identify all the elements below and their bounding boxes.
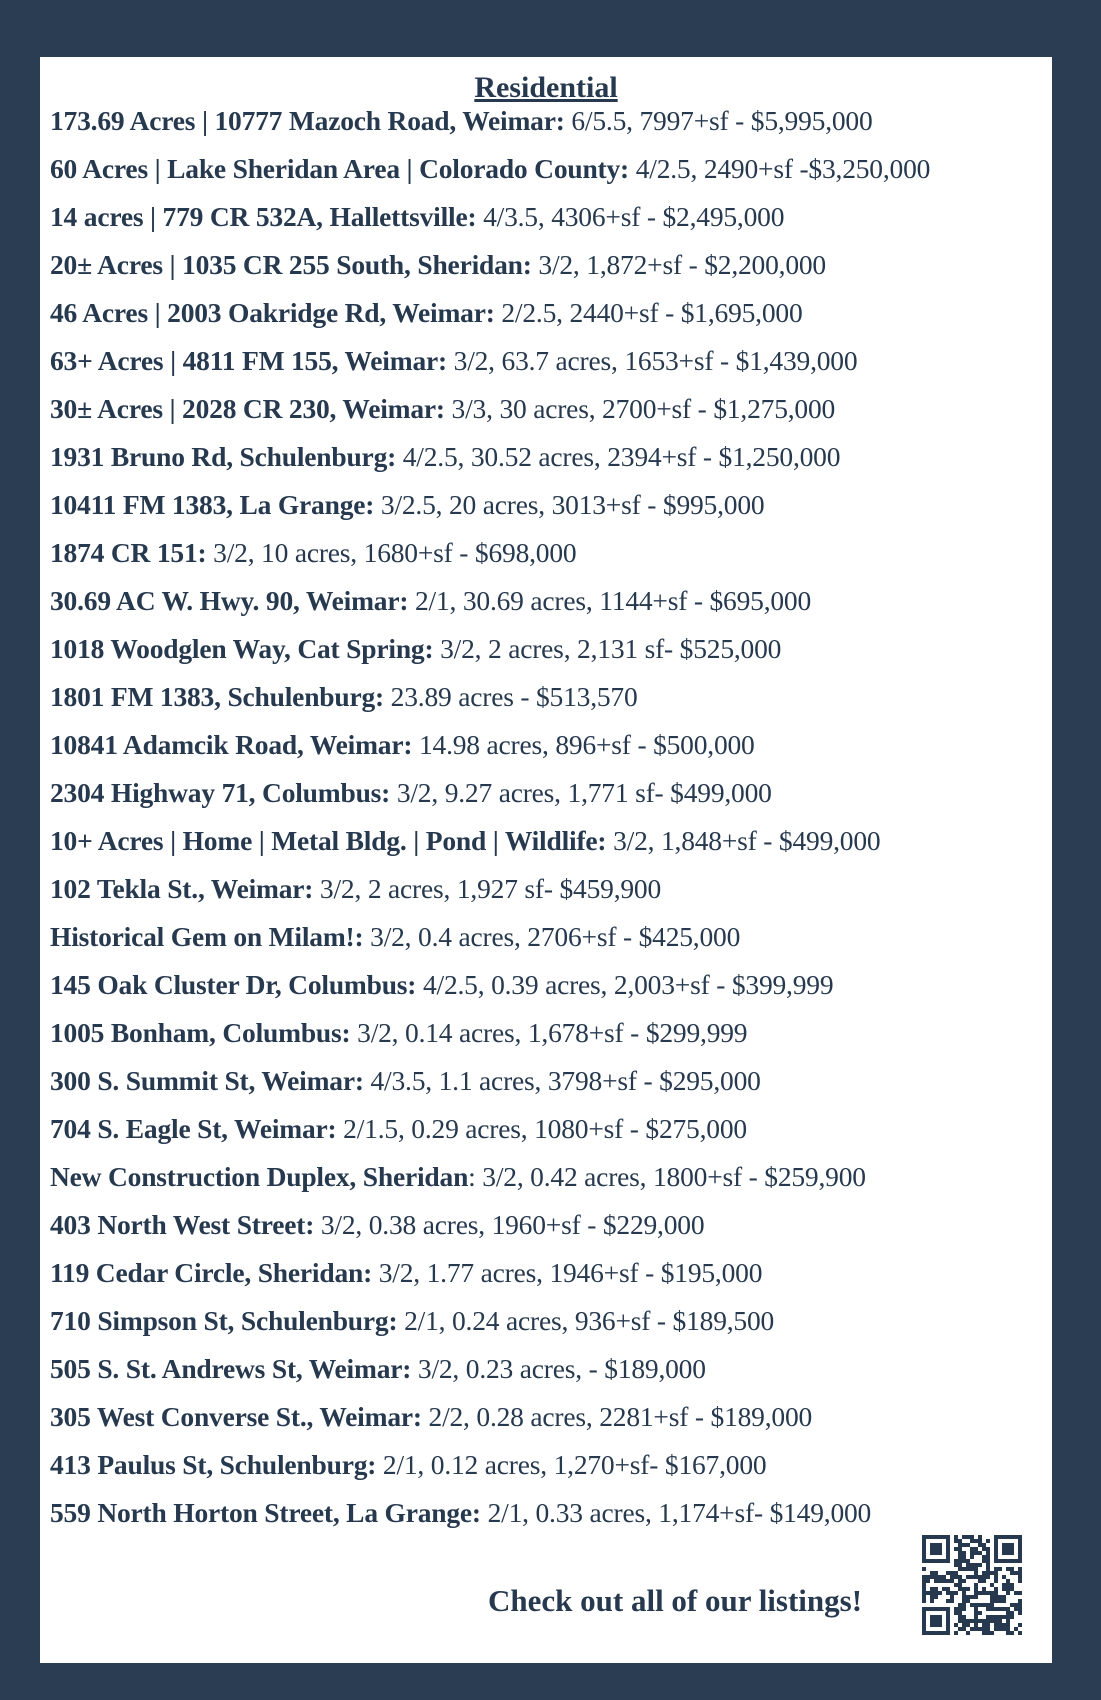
- listing-location: 63+ Acres | 4811 FM 155, Weimar:: [50, 345, 447, 376]
- listing-location: 119 Cedar Circle, Sheridan:: [50, 1257, 373, 1288]
- listing-location: 145 Oak Cluster Dr, Columbus:: [50, 969, 417, 1000]
- listing-item: [50, 577, 930, 625]
- listing-details: 2/1, 30.69 acres, 1144+sf - $695,000: [408, 585, 812, 616]
- listing-details: 6/5.5, 7997+sf - $5,995,000: [564, 105, 873, 136]
- listing-item: [50, 241, 930, 289]
- listing-location: 1874 CR 151:: [50, 537, 207, 568]
- listing-location: 1018 Woodglen Way, Cat Spring:: [50, 633, 434, 664]
- listing-details: 4/2.5, 0.39 acres, 2,003+sf - $399,999: [416, 969, 834, 1000]
- listing-details: 4/3.5, 1.1 acres, 3798+sf - $295,000: [363, 1065, 761, 1096]
- listing-location: 30± Acres | 2028 CR 230, Weimar:: [50, 393, 445, 424]
- listing-details: 2/1, 0.33 acres, 1,174+sf- $149,000: [480, 1497, 872, 1528]
- listing-location: 300 S. Summit St, Weimar:: [50, 1065, 364, 1096]
- listing-item: [50, 1249, 930, 1297]
- listing-item: [50, 913, 930, 961]
- listing-location: 710 Simpson St, Schulenburg:: [50, 1305, 398, 1336]
- listing-item: [50, 961, 930, 1009]
- listing-item: [50, 1153, 930, 1201]
- listing-location: 2304 Highway 71, Columbus:: [50, 777, 391, 808]
- listing-item: [50, 529, 930, 577]
- listing-details: 2/2, 0.28 acres, 2281+sf - $189,000: [421, 1401, 813, 1432]
- listing-list: [50, 97, 930, 1537]
- listing-location: 413 Paulus St, Schulenburg:: [50, 1449, 377, 1480]
- listing-location: 173.69 Acres | 10777 Mazoch Road, Weimar:: [50, 105, 565, 136]
- listing-item: [50, 769, 930, 817]
- listing-location: 704 S. Eagle St, Weimar:: [50, 1113, 337, 1144]
- listing-location: 1801 FM 1383, Schulenburg:: [50, 681, 384, 712]
- listing-details: 3/2, 0.14 acres, 1,678+sf - $299,999: [350, 1017, 748, 1048]
- listing-item: [50, 289, 930, 337]
- listing-details: 14.98 acres, 896+sf - $500,000: [412, 729, 755, 760]
- listing-details: 3/2, 10 acres, 1680+sf - $698,000: [206, 537, 577, 568]
- listing-details: 3/2, 63.7 acres, 1653+sf - $1,439,000: [446, 345, 858, 376]
- listing-location: 305 West Converse St., Weimar:: [50, 1401, 422, 1432]
- listing-item: [50, 817, 930, 865]
- listing-details: 2/1.5, 0.29 acres, 1080+sf - $275,000: [336, 1113, 747, 1144]
- listing-details: 4/2.5, 30.52 acres, 2394+sf - $1,250,000: [396, 441, 841, 472]
- listing-item: [50, 1057, 930, 1105]
- listing-location: 20± Acres | 1035 CR 255 South, Sheridan:: [50, 249, 532, 280]
- listing-details: 3/2, 0.38 acres, 1960+sf - $229,000: [314, 1209, 705, 1240]
- listing-item: [50, 1105, 930, 1153]
- listing-details: 23.89 acres - $513,570: [384, 681, 638, 712]
- listing-details: 4/2.5, 2490+sf -$3,250,000: [629, 153, 931, 184]
- listing-item: [50, 721, 930, 769]
- listing-item: [50, 1393, 930, 1441]
- listing-details: 3/2, 1,848+sf - $499,000: [606, 825, 881, 856]
- listing-location: 505 S. St. Andrews St, Weimar:: [50, 1353, 412, 1384]
- listing-item: [50, 673, 930, 721]
- listings-panel: [40, 57, 1052, 1663]
- listing-item: [50, 97, 930, 145]
- listing-details: 3/2.5, 20 acres, 3013+sf - $995,000: [374, 489, 765, 520]
- listing-details: 4/3.5, 4306+sf - $2,495,000: [476, 201, 785, 232]
- listing-details: 3/2, 2 acres, 1,927 sf- $459,900: [313, 873, 662, 904]
- listing-item: [50, 433, 930, 481]
- listing-location: 10841 Adamcik Road, Weimar:: [50, 729, 413, 760]
- listing-details: 2/1, 0.24 acres, 936+sf - $189,500: [397, 1305, 775, 1336]
- qr-code-icon[interactable]: [922, 1535, 1022, 1635]
- listing-item: [50, 145, 930, 193]
- listing-item: [50, 1297, 930, 1345]
- listing-item: [50, 481, 930, 529]
- listing-item: [50, 1441, 930, 1489]
- listing-location: 30.69 AC W. Hwy. 90, Weimar:: [50, 585, 409, 616]
- listing-item: [50, 1201, 930, 1249]
- listings-link[interactable]: Check out all of our listings!: [488, 1583, 863, 1618]
- listing-location: 10411 FM 1383, La Grange:: [50, 489, 375, 520]
- listing-location: 14 acres | 779 CR 532A, Hallettsville:: [50, 201, 477, 232]
- listing-location: 46 Acres | 2003 Oakridge Rd, Weimar:: [50, 297, 495, 328]
- listing-item: [50, 1489, 930, 1537]
- listing-item: [50, 193, 930, 241]
- listing-item: [50, 625, 930, 673]
- listing-location: 403 North West Street:: [50, 1209, 315, 1240]
- listing-item: [50, 1345, 930, 1393]
- listing-details: 2/2.5, 2440+sf - $1,695,000: [494, 297, 803, 328]
- listing-details: : 3/2, 0.42 acres, 1800+sf - $259,900: [468, 1161, 866, 1192]
- listing-location: 1931 Bruno Rd, Schulenburg:: [50, 441, 397, 472]
- listing-location: 10+ Acres | Home | Metal Bldg. | Pond | Wildlife:: [50, 825, 607, 856]
- listing-location: 559 North Horton Street, La Grange:: [50, 1497, 481, 1528]
- listing-location: New Construction Duplex, Sheridan: [50, 1161, 469, 1192]
- listing-item: [50, 865, 930, 913]
- listing-details: 3/3, 30 acres, 2700+sf - $1,275,000: [444, 393, 836, 424]
- listing-item: [50, 337, 930, 385]
- listing-location: Historical Gem on Milam!:: [50, 921, 364, 952]
- listing-details: 3/2, 0.23 acres, - $189,000: [411, 1353, 706, 1384]
- listing-details: 2/1, 0.12 acres, 1,270+sf- $167,000: [376, 1449, 767, 1480]
- listing-details: 3/2, 1,872+sf - $2,200,000: [531, 249, 826, 280]
- listing-location: 1005 Bonham, Columbus:: [50, 1017, 351, 1048]
- listing-location: 60 Acres | Lake Sheridan Area | Colorado County:: [50, 153, 630, 184]
- listing-details: 3/2, 2 acres, 2,131 sf- $525,000: [433, 633, 782, 664]
- listing-item: [50, 385, 930, 433]
- listing-details: 3/2, 9.27 acres, 1,771 sf- $499,000: [390, 777, 772, 808]
- listing-item: [50, 1009, 930, 1057]
- section-heading: Residential: [474, 71, 618, 104]
- listing-details: 3/2, 0.4 acres, 2706+sf - $425,000: [363, 921, 741, 952]
- listing-details: 3/2, 1.77 acres, 1946+sf - $195,000: [372, 1257, 763, 1288]
- listing-location: 102 Tekla St., Weimar:: [50, 873, 314, 904]
